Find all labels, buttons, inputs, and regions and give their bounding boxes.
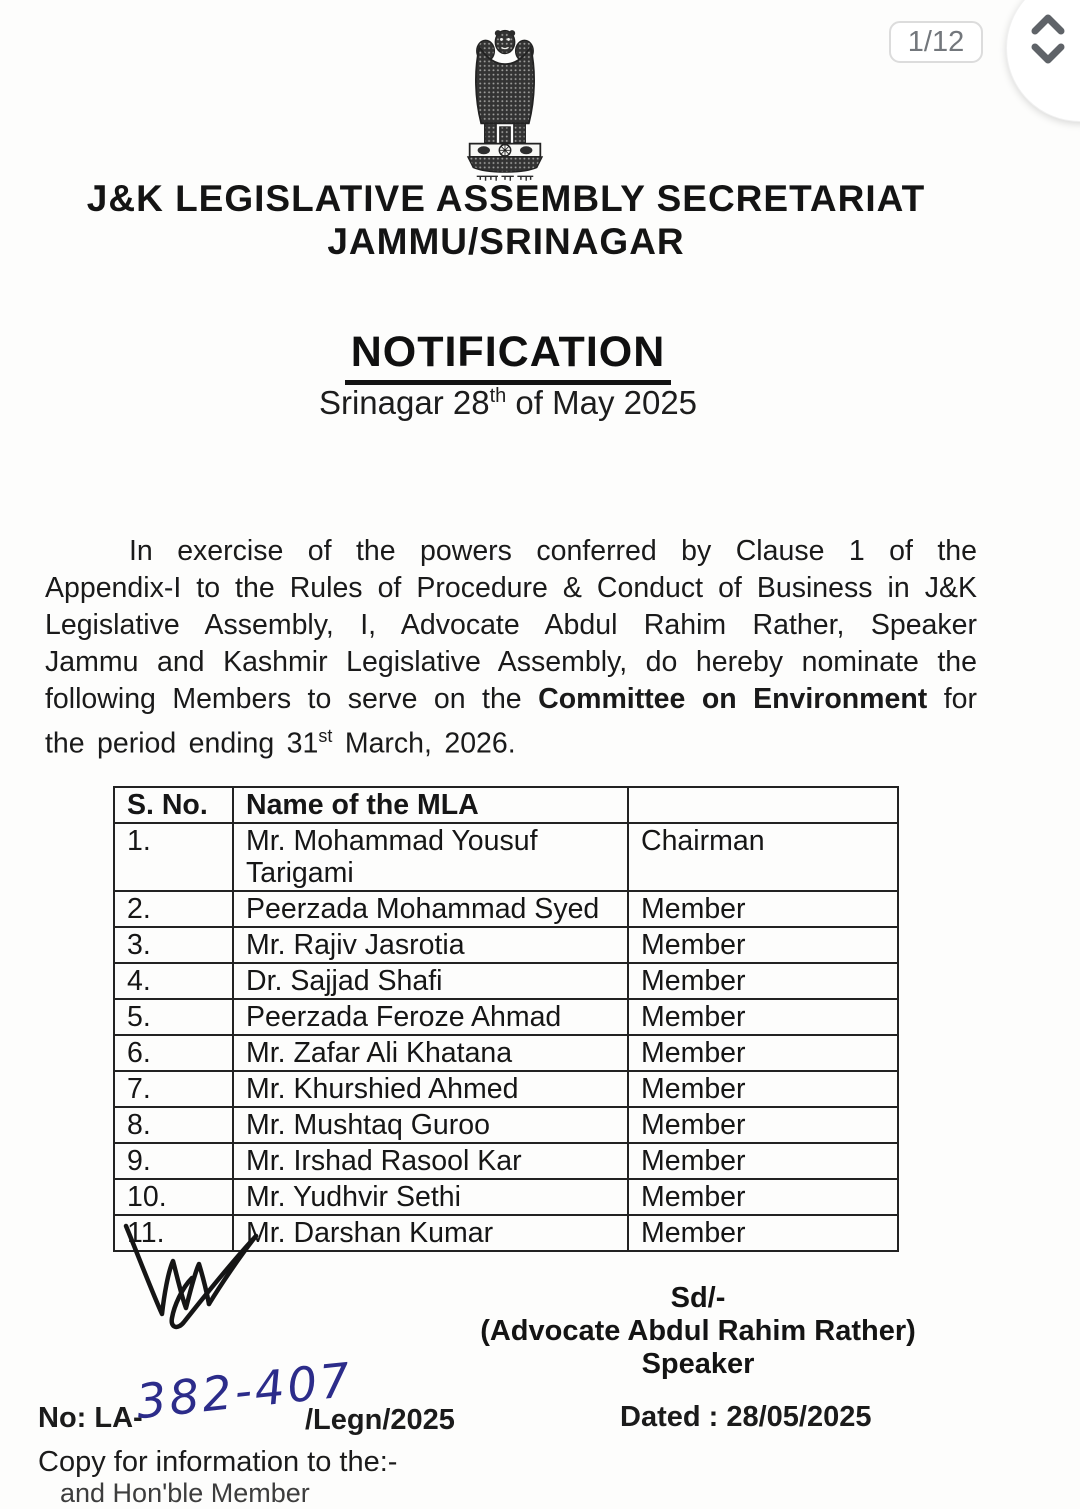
header-name: Name of the MLA <box>233 787 628 823</box>
table-row <box>114 891 898 927</box>
cell-sno: 5. <box>114 999 233 1035</box>
cell-sno: 4. <box>114 963 233 999</box>
cell-name: Mr. Khurshied Ahmed <box>233 1071 628 1107</box>
body-text-3: March, 2026. <box>332 727 516 759</box>
cell-sno: 10. <box>114 1179 233 1215</box>
chevron-down-icon[interactable] <box>1031 43 1065 65</box>
cell-role: Member <box>628 963 898 999</box>
table-row <box>114 1035 898 1071</box>
table-row <box>114 823 898 891</box>
cell-name: Peerzada Feroze Ahmad <box>233 999 628 1035</box>
dated-line: Dated : 28/05/2025 <box>620 1401 872 1433</box>
cell-name: Mr. Darshan Kumar <box>233 1215 628 1251</box>
signatory-block <box>448 1282 948 1381</box>
cell-role: Member <box>628 1107 898 1143</box>
sd-line: Sd/- <box>670 1282 726 1314</box>
cell-sno: 6. <box>114 1035 233 1071</box>
cell-role: Member <box>628 1071 898 1107</box>
cell-role: Member <box>628 891 898 927</box>
cell-sno: 8. <box>114 1107 233 1143</box>
place-date-tail: of May 2025 <box>506 384 698 421</box>
cell-sno: 2. <box>114 891 233 927</box>
cell-role: Member <box>628 999 898 1035</box>
cell-sno: 11. <box>114 1215 233 1251</box>
date-ordinal-sup: th <box>489 385 507 407</box>
date-ordinal-sup-2: st <box>318 725 333 746</box>
ashoka-lion-capital-icon <box>452 24 558 182</box>
cell-sno: 1. <box>114 823 233 891</box>
page-indicator-badge: 1/12 <box>889 21 983 63</box>
header-role <box>628 787 898 823</box>
body-text-1: In exercise of the powers conferred by Clause 1 of the Appendix-I to the Rules of Procedure & Conduct of Business in J&K Legislative Assembly, I, Advocate Abdul Rahim Rather, Speaker Jammu and Kashmir Legislative Assembly, do hereby nominate the following Members to serve on the <box>45 534 977 715</box>
cell-name: Mr. Yudhvir Sethi <box>233 1179 628 1215</box>
place-date-line <box>0 384 1016 422</box>
org-title-line2: JAMMU/SRINAGAR <box>327 221 685 262</box>
cell-name: Mr. Irshad Rasool Kar <box>233 1143 628 1179</box>
place-date-text: Srinagar 28 <box>318 384 490 421</box>
national-emblem <box>452 24 558 187</box>
table-row <box>114 999 898 1035</box>
cell-role: Chairman <box>628 823 898 891</box>
cell-name: Dr. Sajjad Shafi <box>233 963 628 999</box>
table-header-row <box>114 787 898 823</box>
cell-role: Member <box>628 927 898 963</box>
chevron-up-icon[interactable] <box>1031 13 1065 35</box>
header-sno: S. No. <box>114 787 233 823</box>
cell-role: Member <box>628 1143 898 1179</box>
reference-no-suffix: /Legn/2025 <box>305 1404 455 1436</box>
body-text-2: for the period ending 31 <box>45 682 977 759</box>
cell-name: Mr. Mushtaq Guroo <box>233 1107 628 1143</box>
notification-title: NOTIFICATION <box>345 328 672 385</box>
signatory-name: (Advocate Abdul Rahim Rather) <box>480 1315 916 1347</box>
table-row <box>114 927 898 963</box>
org-title-line1: J&K LEGISLATIVE ASSEMBLY SECRETARIAT <box>86 178 926 219</box>
cutoff-bottom-line: and Hon'ble Member <box>60 1478 310 1508</box>
cell-name: Mr. Rajiv Jasrotia <box>233 927 628 963</box>
notification-body-paragraph <box>45 533 977 763</box>
cell-name: Peerzada Mohammad Syed <box>233 891 628 927</box>
handwritten-reference-number: 382-407 <box>133 1352 356 1431</box>
cell-sno: 7. <box>114 1071 233 1107</box>
cell-role: Member <box>628 1035 898 1071</box>
reference-no-label: No: LA- <box>38 1402 143 1434</box>
notification-heading-wrap <box>0 328 1016 385</box>
signatory-title: Speaker <box>641 1348 755 1380</box>
cell-sno: 3. <box>114 927 233 963</box>
cell-role: Member <box>628 1179 898 1215</box>
cell-name: Mr. Zafar Ali Khatana <box>233 1035 628 1071</box>
copy-for-information-line: Copy for information to the:- <box>38 1446 398 1478</box>
cell-name: Mr. Mohammad Yousuf Tarigami <box>233 823 628 891</box>
committee-members-table <box>113 786 899 1252</box>
table-row <box>114 1071 898 1107</box>
committee-name-bold: Committee on Environment <box>538 682 928 715</box>
table-row <box>114 1107 898 1143</box>
cell-role: Member <box>628 1215 898 1251</box>
table-row <box>114 1143 898 1179</box>
speaker-signature-scribble <box>108 1220 298 1332</box>
cell-sno: 9. <box>114 1143 233 1179</box>
table-row <box>114 963 898 999</box>
table-row <box>114 1179 898 1215</box>
